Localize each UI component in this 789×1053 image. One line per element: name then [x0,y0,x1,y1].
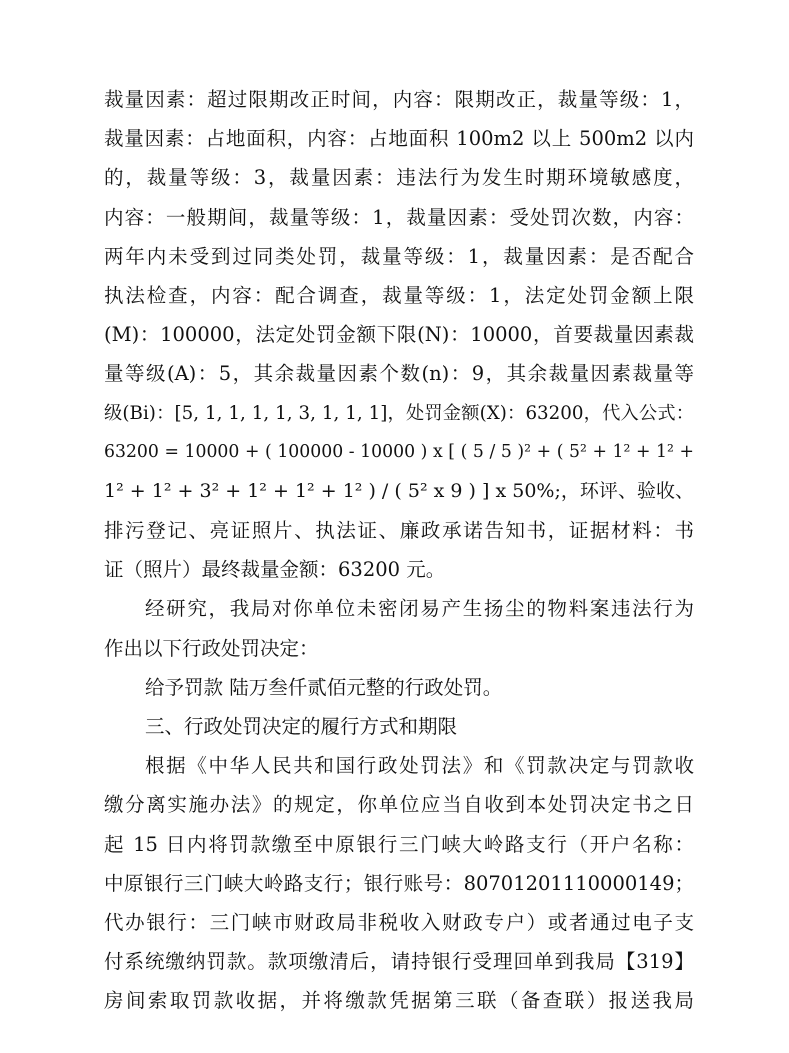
body-line: 证（照片）最终裁量金额：63200 元。 [104,558,446,582]
body-line: 裁量因素：占地面积，内容：占地面积 100m2 以上 500m2 以内 [104,127,694,151]
paragraph-first-line: 经研究，我局对你单位未密闭易产生扬尘的物料案违法行为 [145,597,694,621]
body-line: 裁量因素：超过限期改正时间，内容：限期改正，裁量等级：1， [104,88,694,111]
body-line: 量等级(A)：5，其余裁量因素个数(n)：9，其余裁量因素裁量等 [104,362,694,386]
formula-line: 63200 = 10000 + ( 100000 - 10000 ) x [ ( 5 / 5 )² + ( 5² + 1² + 1² + [104,441,694,462]
body-line: 内容：一般期间，裁量等级：1，裁量因素：受处罚次数，内容： [104,205,694,229]
section-heading: 三、行政处罚决定的履行方式和期限 [145,715,458,738]
body-line: 代办银行：三门峡市财政局非税收入财政专户）或者通过电子支 [104,910,694,934]
body-line: 排污登记、亮证照片、执法证、廉政承诺告知书，证据材料：书 [104,519,694,543]
formula-line: 1² + 1² + 3² + 1² + 1² + 1² ) / ( 5² x 9 ) ] x 50%;，环评、验收、 [104,479,694,502]
body-line: 房间索取罚款收据，并将缴款凭据第三联（备查联）报送我局 [104,989,694,1013]
body-line: 缴分离实施办法》的规定，你单位应当自收到本处罚决定书之日 [104,793,694,817]
body-line: 作出以下行政处罚决定： [104,636,319,660]
body-line: 付系统缴纳罚款。款项缴清后，请持银行受理回单到我局【319】 [104,950,694,974]
body-line: 级(Bi)：[5, 1, 1, 1, 1, 3, 1, 1, 1]，处罚金额(X)：63200，代入公式： [104,402,694,424]
body-line: 执法检查，内容：配合调查，裁量等级：1，法定处罚金额上限 [104,283,694,307]
document-body [104,80,694,1021]
body-line: 的，裁量等级：3，裁量因素：违法行为发生时期环境敏感度， [104,166,694,190]
body-line: 两年内未受到过同类处罚，裁量等级：1，裁量因素：是否配合 [104,244,694,268]
penalty-decision: 给予罚款 陆万叁仟贰佰元整的行政处罚。 [145,675,503,699]
paragraph-first-line: 根据《中华人民共和国行政处罚法》和《罚款决定与罚款收 [145,754,694,778]
body-line: 起 15 日内将罚款缴至中原银行三门峡大岭路支行（开户名称： [104,832,694,856]
body-line: (M)：100000，法定处罚金额下限(N)：10000，首要裁量因素裁 [104,323,694,347]
bank-account-line: 中原银行三门峡大岭路支行；银行账号：80701201110000149； [104,871,694,895]
